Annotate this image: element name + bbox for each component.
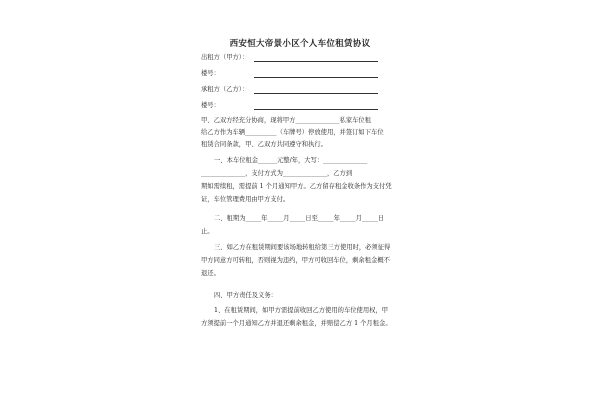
body-line: 一、本车位租金______元整/年，大写：______________ — [214, 157, 368, 164]
section-heading: 四、甲方责任及义务： — [214, 292, 277, 299]
lessor-label: 出租方（甲方）： — [201, 54, 249, 61]
body-line: 退还。 — [201, 270, 220, 277]
body-line: 止。 — [201, 228, 214, 235]
lessor-blank — [254, 61, 378, 62]
body-line: 给乙方作为车辆__________（车牌号）停放使用，并签订如下车位 — [201, 129, 384, 136]
body-line: 期如需续租，需提前 1 个月通知甲方。乙方留存租金收条作为支付凭 — [201, 183, 392, 190]
lessor-building-label: 楼号： — [201, 70, 220, 77]
lessee-building-label: 楼号： — [201, 102, 220, 109]
body-line: ______________，支付方式为______________，乙方到 — [201, 170, 353, 177]
body-line: 三、如乙方在租赁期间要该场地转租给第三方使用时，必须征得 — [214, 244, 391, 251]
body-line: 1、在租赁期间，如甲方需提前收回乙方使用的车位使用权，甲 — [214, 307, 389, 314]
lessee-building-blank — [254, 109, 378, 110]
body-line: 甲、乙双方经充分协商，现将甲方______________私家车位租 — [201, 117, 372, 124]
body-line: 租赁合同条款，甲、乙双方共同遵守和执行。 — [201, 141, 327, 148]
body-line: 证，车位管理费用由甲方支付。 — [201, 196, 290, 203]
body-line: 甲方同意方可转租，否则视为违约，甲方可收回车位，剩余租金概不 — [201, 257, 390, 264]
lessee-blank — [254, 93, 378, 94]
document-title: 西安恒大帝景小区个人车位租赁协议 — [229, 39, 371, 49]
body-line: 二、租期为_____年_____月_____日至_____年_____月_____日 — [214, 215, 385, 222]
lessor-building-blank — [254, 77, 378, 78]
lessee-label: 承租方（乙方）： — [201, 86, 249, 93]
body-line: 方须提前一个月通知乙方并退还剩余租金，并赔偿乙方 1 个月租金。 — [201, 320, 392, 327]
